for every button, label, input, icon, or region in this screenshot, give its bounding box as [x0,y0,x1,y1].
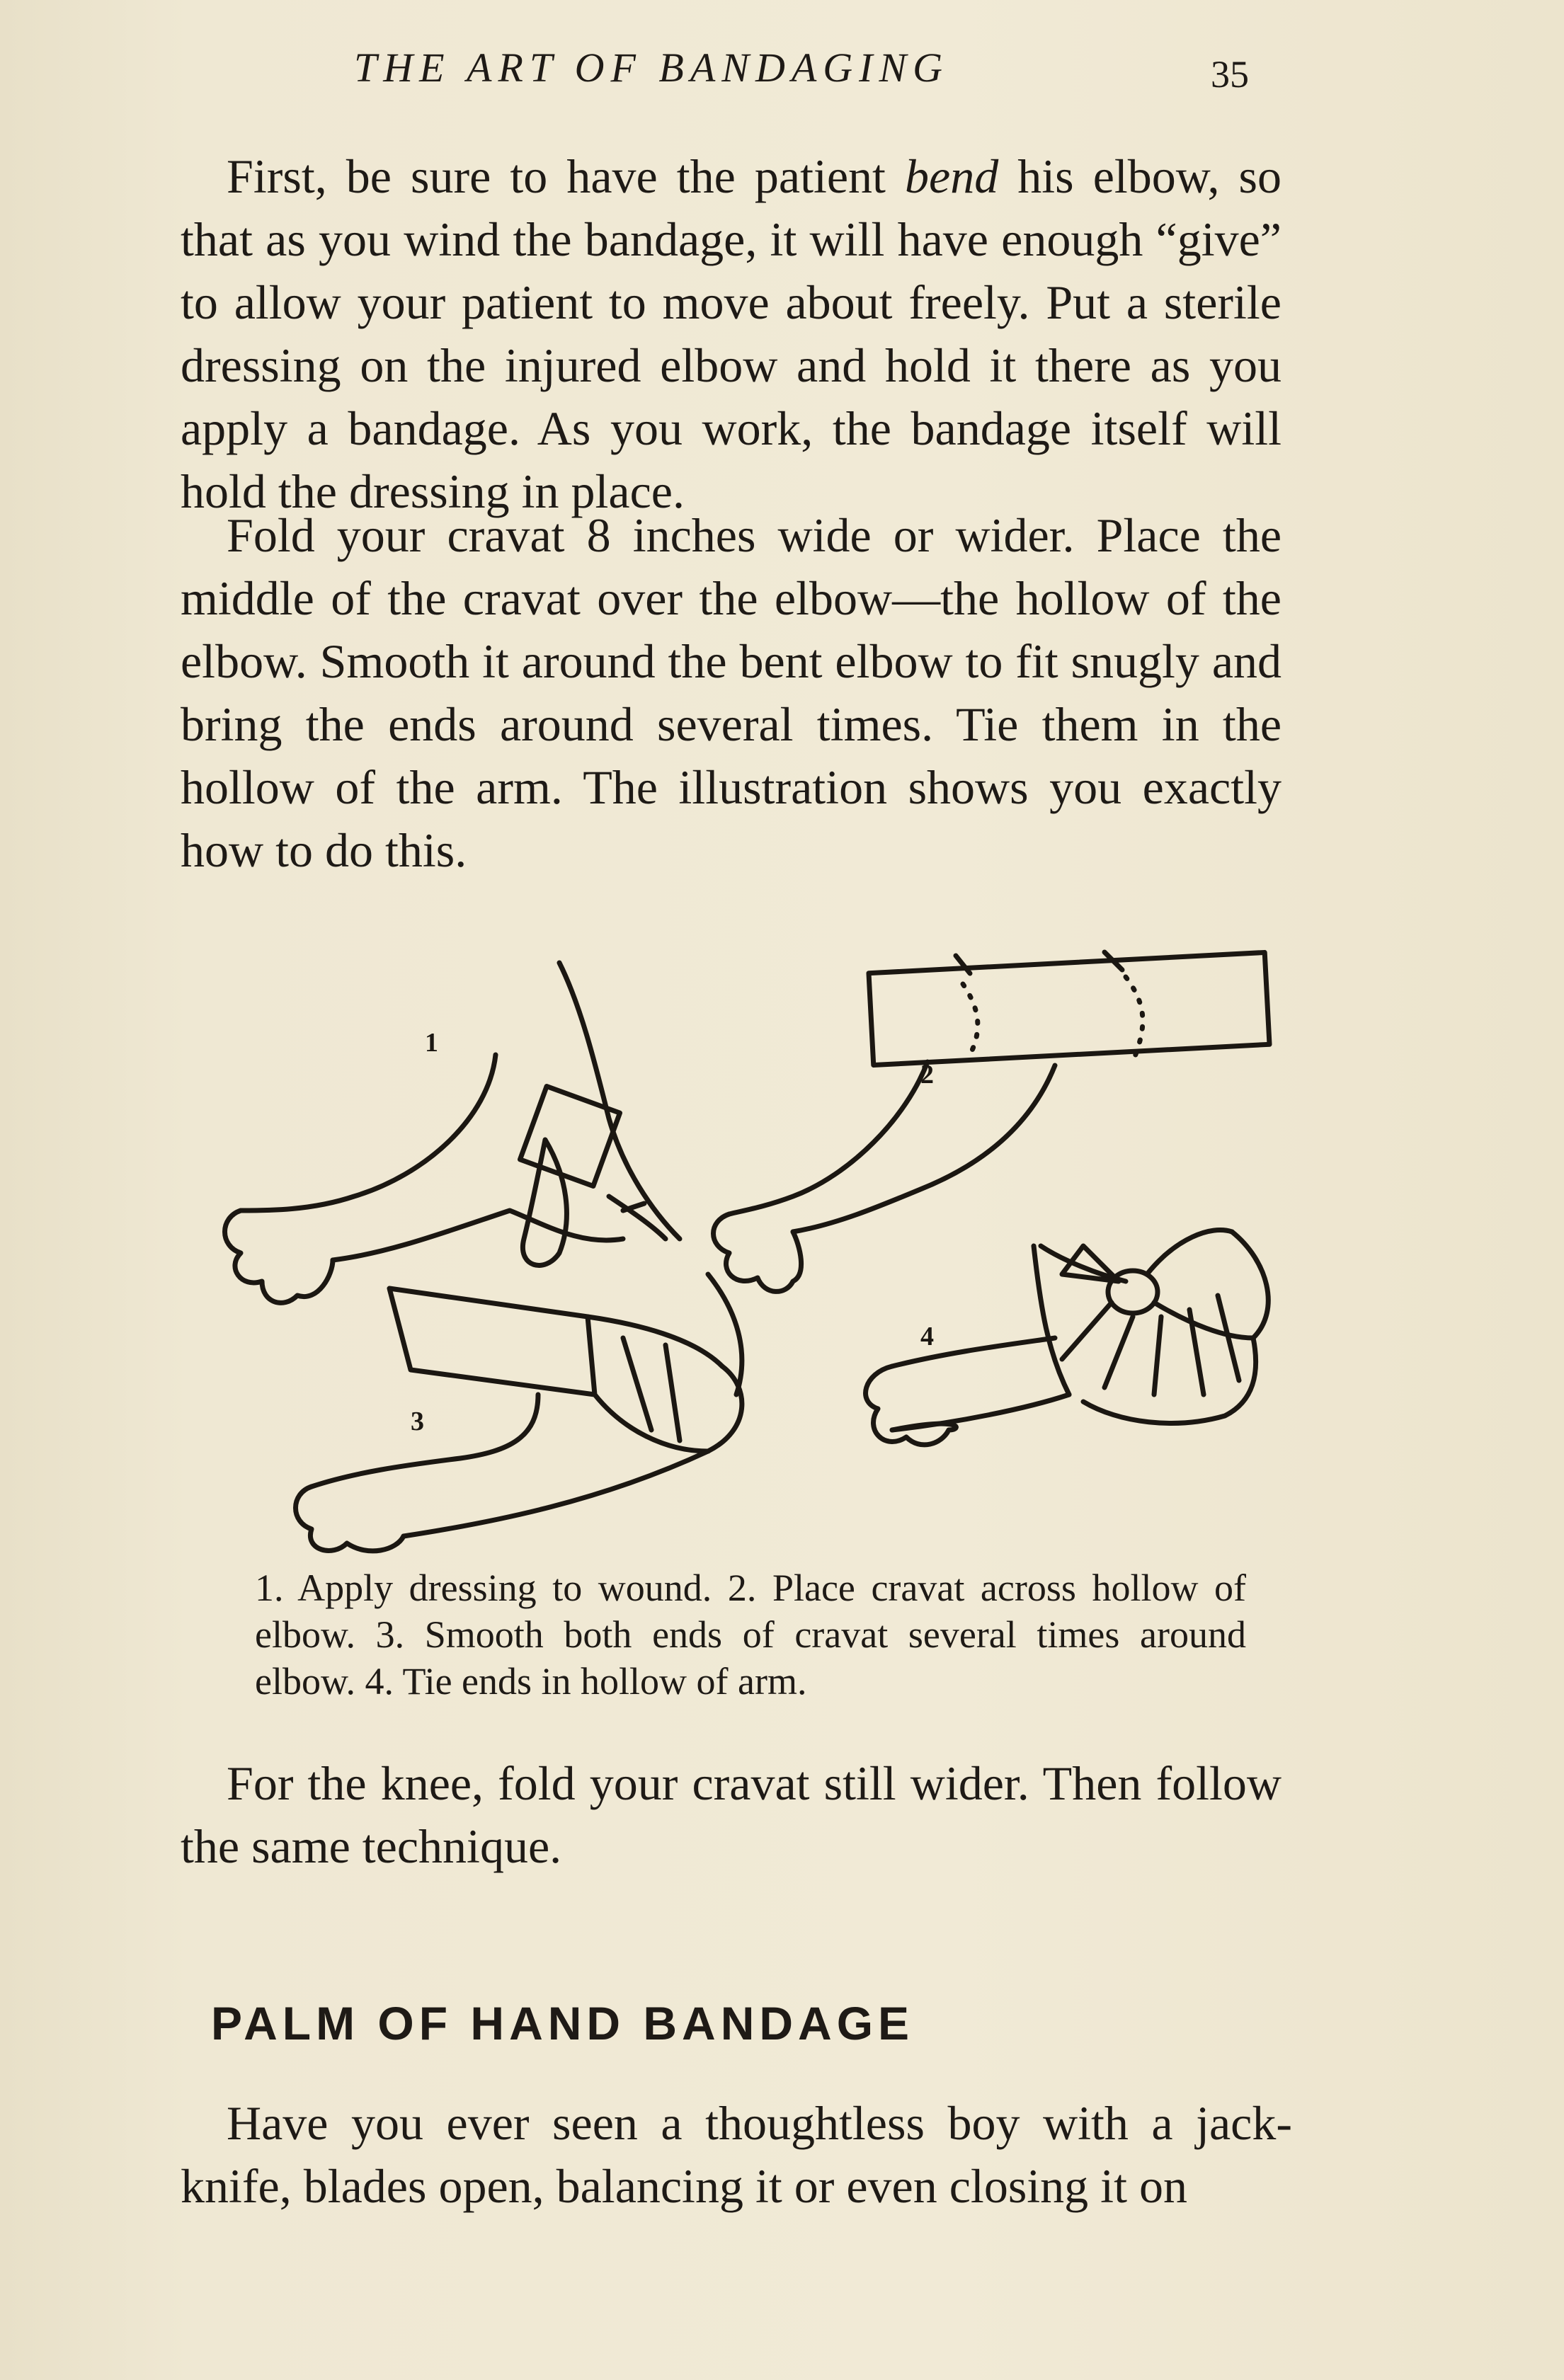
section-heading: PALM OF HAND BANDAGE [211,1997,915,2049]
illustration-panel-4 [866,1230,1269,1445]
figure-caption: 1. Apply dressing to wound. 2. Place cravat across hollow of elbow. 3. Smooth both ends of cravat several times around elbow. 4. Tie ends in hollow of arm. [255,1567,1246,1703]
running-head: THE ART OF BANDAGING [354,45,949,91]
emphasis-bend: bend [905,149,999,203]
paragraph-knee: For the knee, fold your cravat still wider. Then follow the same technique. [181,1756,1282,1873]
paragraph-text: his elbow, so that as you wind the bandage, it will have enough “give” to allow your patient to move about freely. Put a sterile dressing on the injured elbow and hold it there as you apply a bandage. As you work, the bandage itself will hold the dressing in place. [181,149,1282,518]
illustration-label-3: 3 [411,1407,424,1436]
page-number: 35 [1211,53,1249,96]
illustration-panel-1 [225,963,680,1303]
paragraph-fold-cravat: Fold your cravat 8 inches wide or wider. Place the middle of the cravat over the elbow—the hollow of the elbow. Smooth it around the bent elbow to fit snugly and bring the ends around several times. Tie them in the hollow of the arm. The illustration shows you exactly how to do this. [181,508,1282,877]
illustration-label-4: 4 [920,1322,934,1351]
paragraph-bend-elbow [181,145,1282,523]
paragraph-text: First, be sure to have the patient [227,149,906,203]
elbow-bandage-illustration [212,942,1317,1564]
illustration-drawing [212,942,1317,1564]
paragraph-jackknife: Have you ever seen a thoughtless boy with a jack-knife, blades open, balancing it or even closing it on [181,2096,1292,2213]
illustration-label-1: 1 [425,1028,438,1058]
illustration-panel-3 [296,1274,742,1551]
illustration-label-2: 2 [920,1060,934,1089]
